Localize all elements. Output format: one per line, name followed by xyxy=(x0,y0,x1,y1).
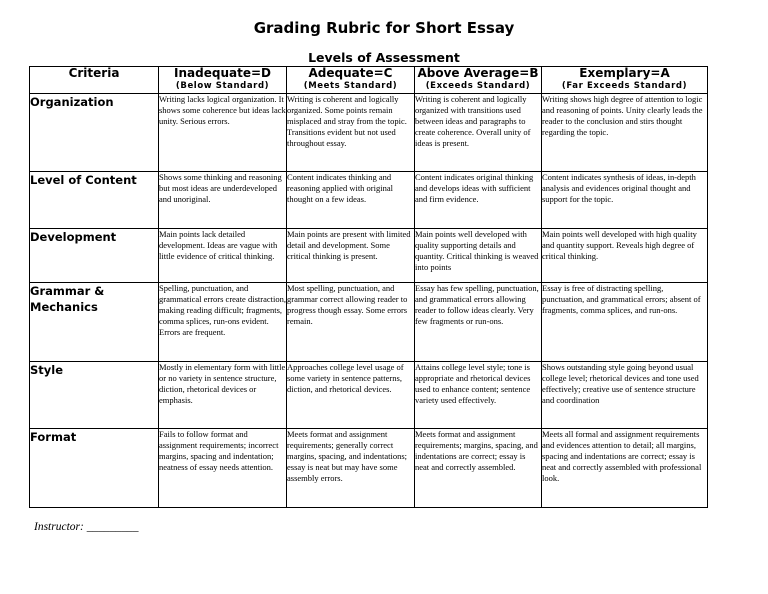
descriptor-cell-a: Meets all formal and assignment requirements and evidences attention to detail; all margins, spacing and indentations are correct; essay is neat and correctly assembled with professional look. xyxy=(542,429,708,508)
column-title: Inadequate=D xyxy=(174,66,271,80)
column-header-above-average xyxy=(415,67,542,94)
row-style xyxy=(30,362,708,429)
column-subtitle: (Below Standard) xyxy=(175,81,270,91)
instructor-signature-line: Instructor: _________ xyxy=(34,521,139,533)
column-subtitle: (Far Exceeds Standard) xyxy=(561,81,688,91)
column-subtitle: (Meets Standard) xyxy=(303,81,398,91)
column-title: Criteria xyxy=(68,66,120,80)
descriptor-cell-c: Content indicates thinking and reasoning applied with original thought on a few ideas. xyxy=(287,172,415,229)
column-title: Adequate=C xyxy=(308,66,393,80)
row-development xyxy=(30,229,708,283)
descriptor-cell-a: Shows outstanding style going beyond usual college level; rhetorical devices and tone used effectively; creative use of sentence structure and coordination xyxy=(542,362,708,429)
column-title: Exemplary=A xyxy=(579,66,670,80)
column-header-adequate xyxy=(287,67,415,94)
descriptor-cell-c: Most spelling, punctuation, and grammar correct allowing reader to progress though essay. Some errors remain. xyxy=(287,283,415,362)
criterion-cell: Organization xyxy=(30,94,159,172)
rubric-table xyxy=(29,66,708,508)
row-grammar-mechanics xyxy=(30,283,708,362)
descriptor-cell-d: Mostly in elementary form with little or no variety in sentence structure, diction, rhetorical devices or emphasis. xyxy=(159,362,287,429)
descriptor-cell-c: Meets format and assignment requirements; generally correct margins, spacing, and indentations; essay is neat but may have some assembly errors. xyxy=(287,429,415,508)
descriptor-cell-d: Spelling, punctuation, and grammatical errors create distraction, making reading difficult; fragments, comma splices, run-ons evident. Errors are frequent. xyxy=(159,283,287,362)
criterion-cell: Level of Content xyxy=(30,172,159,229)
descriptor-cell-b: Content indicates original thinking and develops ideas with sufficient and firm evidence. xyxy=(415,172,542,229)
descriptor-cell-b: Writing is coherent and logically organized with transitions used between ideas and paragraphs to create coherence. Overall unity of ideas is present. xyxy=(415,94,542,172)
row-organization xyxy=(30,94,708,172)
descriptor-cell-a: Main points well developed with high quality and quantity support. Reveals high degree of critical thinking. xyxy=(542,229,708,283)
descriptor-cell-a: Writing shows high degree of attention to logic and reasoning of points. Unity clearly leads the reader to the conclusion and stirs thought regarding the topic. xyxy=(542,94,708,172)
criterion-cell: Development xyxy=(30,229,159,283)
descriptor-cell-a: Essay is free of distracting spelling, punctuation, and grammatical errors; absent of fragments, comma splices, and run-ons. xyxy=(542,283,708,362)
criterion-cell: Format xyxy=(30,429,159,508)
row-level-of-content xyxy=(30,172,708,229)
descriptor-cell-c: Writing is coherent and logically organized. Some points remain misplaced and stray from the topic. Transitions evident but not used throughout essay. xyxy=(287,94,415,172)
header-row xyxy=(30,67,708,94)
column-title: Above Average=B xyxy=(417,66,539,80)
descriptor-cell-d: Main points lack detailed development. Ideas are vague with little evidence of critical thinking. xyxy=(159,229,287,283)
descriptor-cell-d: Shows some thinking and reasoning but most ideas are underdeveloped and unoriginal. xyxy=(159,172,287,229)
criterion-cell: Style xyxy=(30,362,159,429)
descriptor-cell-b: Essay has few spelling, punctuation, and grammatical errors allowing reader to follow ideas clearly. Very few fragments or run-ons. xyxy=(415,283,542,362)
descriptor-cell-b: Main points well developed with quality supporting details and quantity. Critical thinking is weaved into points xyxy=(415,229,542,283)
descriptor-cell-c: Main points are present with limited detail and development. Some critical thinking is present. xyxy=(287,229,415,283)
descriptor-cell-a: Content indicates synthesis of ideas, in-depth analysis and evidences original thought and support for the topic. xyxy=(542,172,708,229)
column-subtitle: (Exceeds Standard) xyxy=(425,81,531,91)
column-header-inadequate xyxy=(159,67,287,94)
descriptor-cell-b: Meets format and assignment requirements; margins, spacing, and indentations are correct; essay is neat and correctly assembled. xyxy=(415,429,542,508)
document-subtitle: Levels of Assessment xyxy=(308,50,460,65)
descriptor-cell-d: Writing lacks logical organization. It shows some coherence but ideas lack unity. Serious errors. xyxy=(159,94,287,172)
document-title: Grading Rubric for Short Essay xyxy=(253,19,515,37)
column-header-exemplary xyxy=(542,67,708,94)
descriptor-cell-b: Attains college level style; tone is appropriate and rhetorical devices used to enhance content; sentence variety used effectively. xyxy=(415,362,542,429)
column-header-criteria xyxy=(30,67,159,94)
row-format xyxy=(30,429,708,508)
criterion-cell: Grammar & Mechanics xyxy=(30,283,159,362)
descriptor-cell-d: Fails to follow format and assignment requirements; incorrect margins, spacing and indentation; neatness of essay needs attention. xyxy=(159,429,287,508)
descriptor-cell-c: Approaches college level usage of some variety in sentence patterns, diction, and rhetorical devices. xyxy=(287,362,415,429)
